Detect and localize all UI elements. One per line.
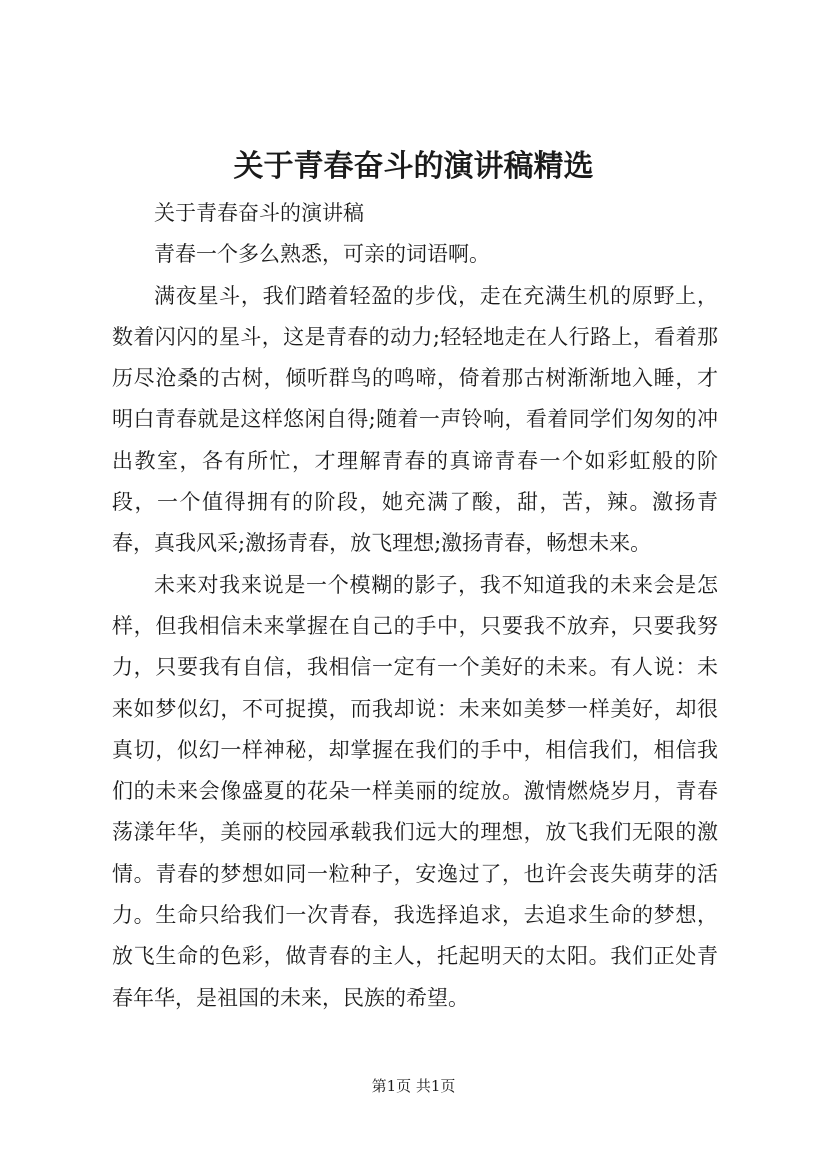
paragraph-subtitle: 关于青春奋斗的演讲稿 <box>154 201 364 225</box>
page-footer <box>0 1075 827 1097</box>
paragraph-stars: 满夜星斗，我们踏着轻盈的步伐，走在充满生机的原野上，数着闪闪的星斗，这是青春的动力;轻轻地走在人行路上，看着那历尽沧桑的古树，倾听群鸟的鸣啼，倚着那古树渐渐地入睡，才明白青春就是这样悠闲自得;随着一声铃响，看着同学们匆匆的冲出教室，各有所忙，才理解青春的真谛青春一个如彩虹般的阶段，一个值得拥有的阶段，她充满了酸，甜，苦，辣。激扬青春，真我风采;激扬青春，放飞理想;激扬青春，畅想未来。 <box>112 283 718 556</box>
document-body <box>112 193 718 1019</box>
paragraph-future: 未来对我来说是一个模糊的影子，我不知道我的未来会是怎样，但我相信未来掌握在自己的手中，只要我不放弃，只要我努力，只要我有自信，我相信一定有一个美好的未来。有人说：未来如梦似幻，不可捉摸，而我却说：未来如美梦一样美好，却很真切，似幻一样神秘，却掌握在我们的手中，相信我们，相信我们的未来会像盛夏的花朵一样美丽的绽放。激情燃烧岁月，青春荡漾年华，美丽的校园承载我们远大的理想，放飞我们无限的激情。青春的梦想如同一粒种子，安逸过了，也许会丧失萌芽的活力。生命只给我们一次青春，我选择追求，去追求生命的梦想，放飞生命的色彩，做青春的主人，托起明天的太阳。我们正处青春年华，是祖国的未来，民族的希望。 <box>112 572 718 1010</box>
document-title: 关于青春奋斗的演讲稿精选 <box>233 149 594 184</box>
paragraph-intro: 青春一个多么熟悉，可亲的词语啊。 <box>154 242 490 267</box>
page-number: 第1页 共1页 <box>371 1077 456 1095</box>
